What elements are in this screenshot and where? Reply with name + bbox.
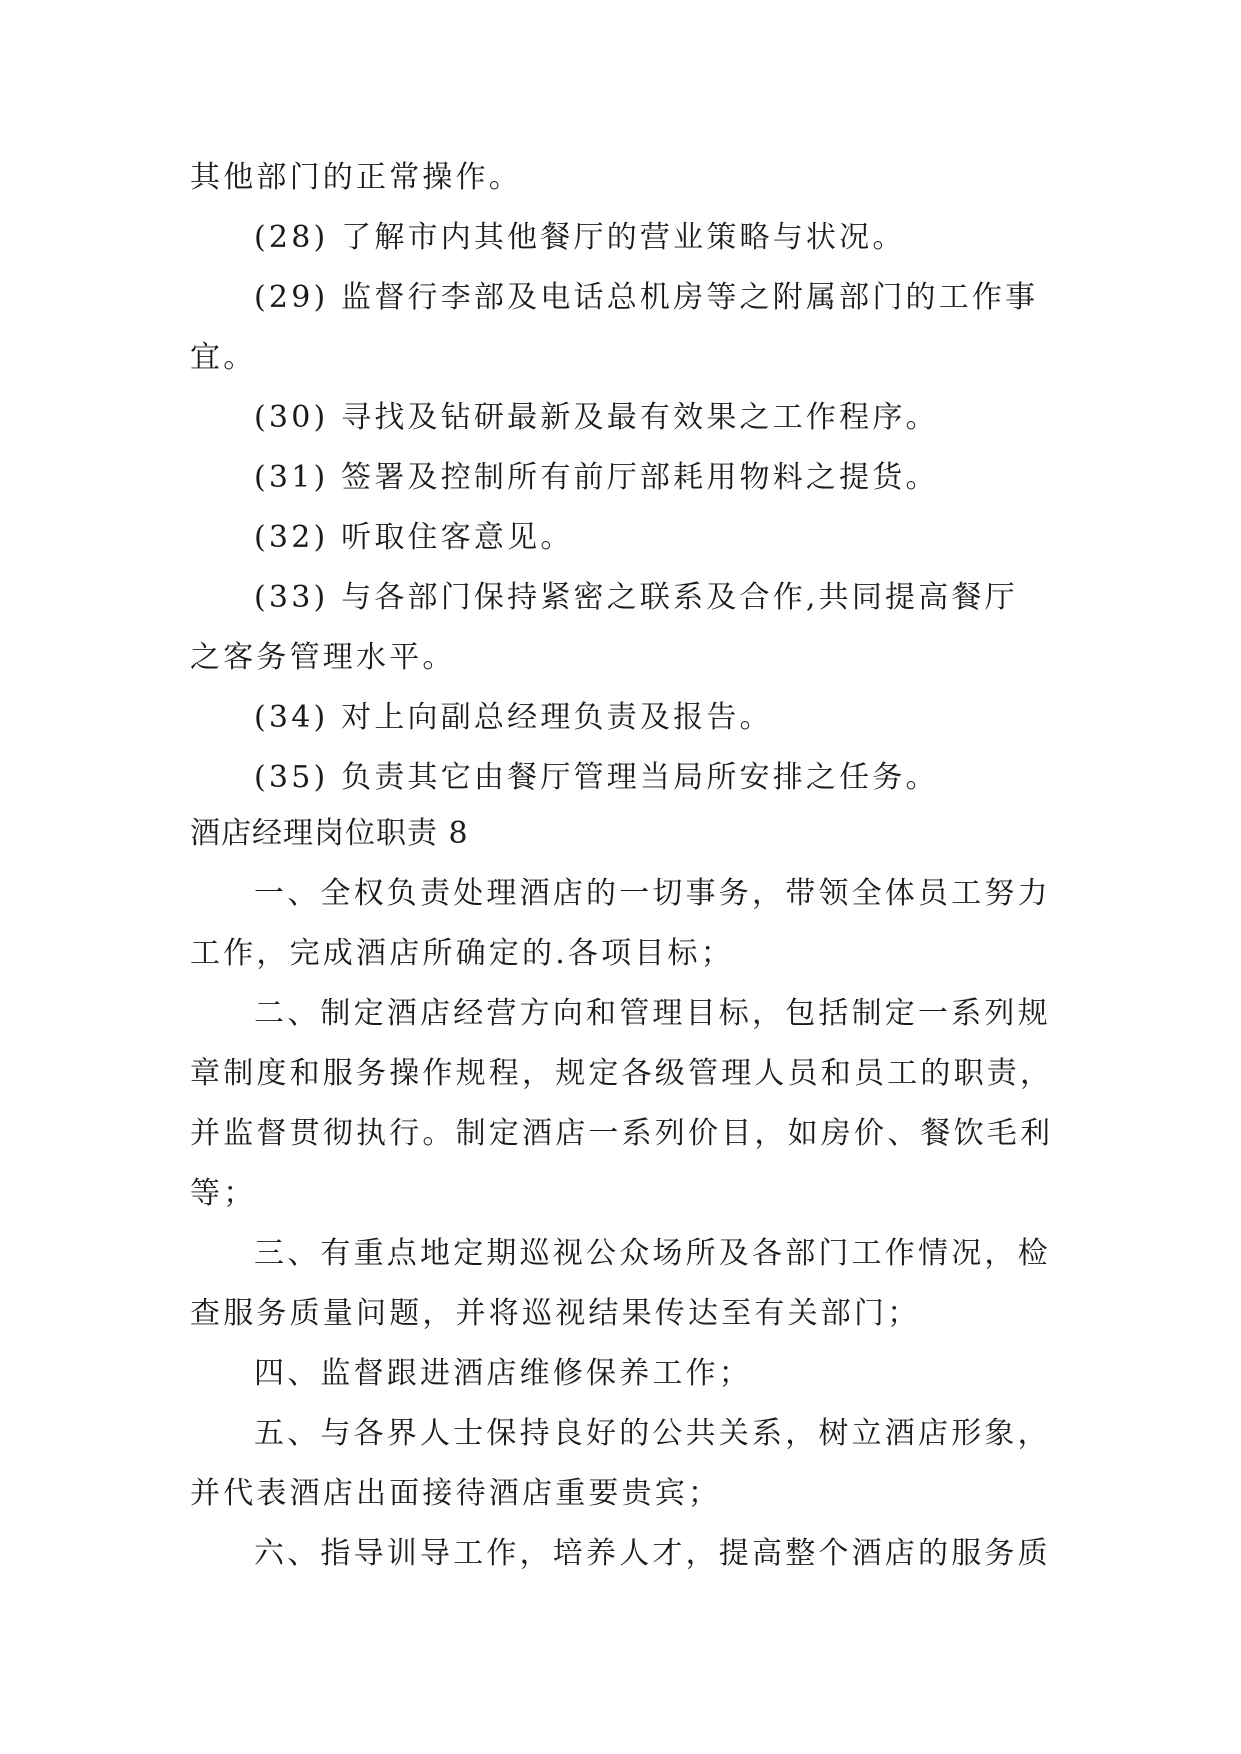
text-line: (35) 负责其它由餐厅管理当局所安排之任务。 xyxy=(254,760,939,795)
text-line: (30) 寻找及钻研最新及最有效果之工作程序。 xyxy=(254,400,939,435)
text-line: 等； xyxy=(190,1176,257,1211)
text-line: 工作，完成酒店所确定的.各项目标； xyxy=(190,936,734,971)
text-line: 六、指导训导工作，培养人才，提高整个酒店的服务质 xyxy=(254,1536,1051,1571)
text-line: 并监督贯彻执行。制定酒店一系列价目，如房价、餐饮毛利 xyxy=(190,1116,1054,1151)
text-line: 一、全权负责处理酒店的一切事务，带领全体员工努力 xyxy=(254,876,1051,911)
text-line: (29) 监督行李部及电话总机房等之附属部门的工作事 xyxy=(254,280,1039,315)
text-line: 章制度和服务操作规程，规定各级管理人员和员工的职责， xyxy=(190,1056,1054,1091)
text-line: (28) 了解市内其他餐厅的营业策略与状况。 xyxy=(254,220,906,255)
text-line: 四、监督跟进酒店维修保养工作； xyxy=(254,1356,752,1391)
text-line: 之客务管理水平。 xyxy=(190,640,456,675)
text-line: 三、有重点地定期巡视公众场所及各部门工作情况，检 xyxy=(254,1236,1051,1271)
text-line: 宜。 xyxy=(190,340,257,375)
text-line: 二、制定酒店经营方向和管理目标，包括制定一系列规 xyxy=(254,996,1051,1031)
text-line: 查服务质量问题，并将巡视结果传达至有关部门； xyxy=(190,1296,921,1331)
text-line: 五、与各界人士保持良好的公共关系，树立酒店形象， xyxy=(254,1416,1051,1451)
section-heading: 酒店经理岗位职责 8 xyxy=(190,816,469,851)
text-line: (34) 对上向副总经理负责及报告。 xyxy=(254,700,773,735)
text-line: (32) 听取住客意见。 xyxy=(254,520,574,555)
text-line: 其他部门的正常操作。 xyxy=(190,160,522,195)
text-line: (31) 签署及控制所有前厅部耗用物料之提货。 xyxy=(254,460,939,495)
text-line: 并代表酒店出面接待酒店重要贵宾； xyxy=(190,1476,722,1511)
text-line: (33) 与各部门保持紧密之联系及合作,共同提高餐厅 xyxy=(254,580,1018,615)
